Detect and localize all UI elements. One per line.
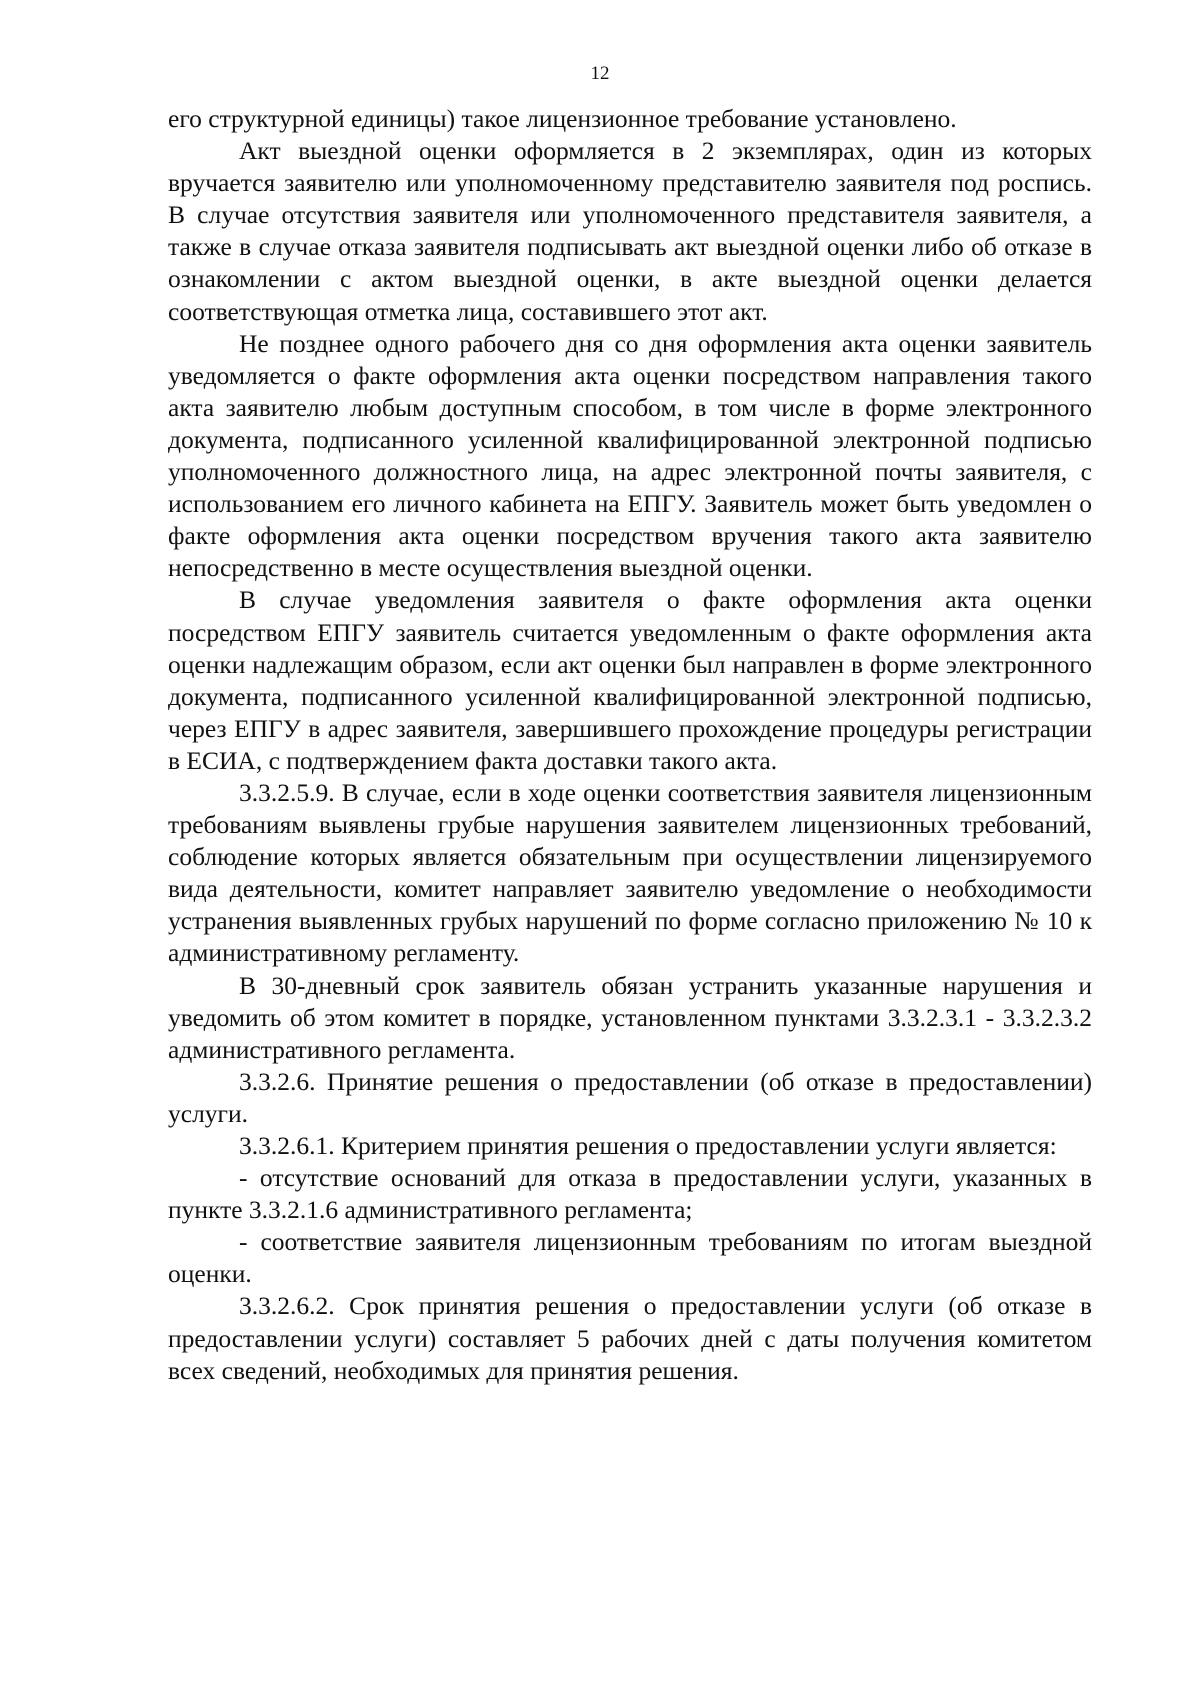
list-item-license-compliance: - соответствие заявителя лицензионным требованиям по итогам выездной оценки. bbox=[168, 1227, 1092, 1289]
document-body bbox=[168, 103, 1092, 1387]
paragraph-notification-deadline: Не позднее одного рабочего дня со дня оформления акта оценки заявитель уведомляется о факте оформления акта оценки посредством направления такого акта заявителю любым доступным способом, в том числе в форме электронного документа, подписанного усиленной квалифицированной электронной подписью уполномоченного должностного лица, на адрес электронной почты заявителя, с использованием его личного кабинета на ЕПГУ. Заявитель может быть уведомлен о факте оформления акта оценки посредством вручения такого акта заявителю непосредственно в месте осуществления выездной оценки. bbox=[168, 328, 1092, 583]
paragraph-3-3-2-6-1: 3.3.2.6.1. Критерием принятия решения о предоставлении услуги является: bbox=[239, 1131, 1057, 1160]
paragraph-3-3-2-5-9: 3.3.2.5.9. В случае, если в ходе оценки соответствия заявителя лицензионным требованиям выявлены грубые нарушения заявителем лицензионных требований, соблюдение которых является обязательным при осуществлении лицензируемого вида деятельности, комитет направляет заявителю уведомление о необходимости устранения выявленных грубых нарушений по форме согласно приложению № 10 к административному регламенту. bbox=[168, 777, 1092, 968]
list-item-no-refusal-grounds: - отсутствие оснований для отказа в предоставлении услуги, указанных в пункте 3.3.2.1.6 административного регламента; bbox=[168, 1163, 1092, 1225]
paragraph-epgu-notification: В случае уведомления заявителя о факте оформления акта оценки посредством ЕПГУ заявитель считается уведомленным о факте оформления акта оценки надлежащим образом, если акт оценки был направлен в форме электронного документа, подписанного усиленной квалифицированной электронной подписью, через ЕПГУ в адрес заявителя, завершившего прохождение процедуры регистрации в ЕСИА, с подтверждением факта доставки такого акта. bbox=[168, 585, 1092, 775]
paragraph-3-3-2-6: 3.3.2.6. Принятие решения о предоставлении (об отказе в предоставлении) услуги. bbox=[168, 1066, 1092, 1128]
paragraph-3-3-2-6-2: 3.3.2.6.2. Срок принятия решения о предоставлении услуги (об отказе в предоставлении услуги) составляет 5 рабочих дней с даты получения комитетом всех сведений, необходимых для принятия решения. bbox=[168, 1291, 1092, 1385]
paragraph-continuation: его структурной единицы) такое лицензионное требование установлено. bbox=[168, 104, 957, 133]
paragraph-30-day-term: В 30-дневный срок заявитель обязан устранить указанные нарушения и уведомить об этом комитет в порядке, установленном пунктами 3.3.2.3.1 - 3.3.2.3.2 административного регламента. bbox=[168, 970, 1092, 1064]
page-number: 12 bbox=[590, 63, 610, 84]
paragraph-act-copies: Акт выездной оценки оформляется в 2 экземплярах, один из которых вручается заявителю или уполномоченному представителю заявителя под роспись. В случае отсутствия заявителя или уполномоченного представителя заявителя, а также в случае отказа заявителя подписывать акт выездной оценки либо об отказе в ознакомлении с актом выездной оценки, в акте выездной оценки делается соответствующая отметка лица, составившего этот акт. bbox=[168, 136, 1092, 326]
